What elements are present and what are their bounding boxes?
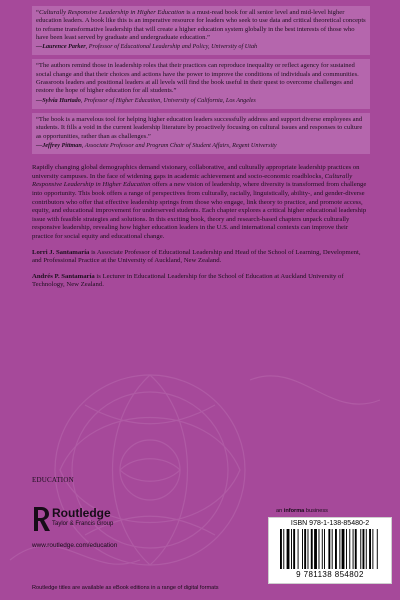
book-description xyxy=(32,164,370,241)
quote-attribution: —Laurence Parker, Professor of Educational Leadership and Policy, University of Utah xyxy=(36,43,258,51)
endorsement-quote-2 xyxy=(32,59,370,108)
barcode-bar xyxy=(287,529,290,569)
quote-attribution: —Jeffrey Pittman, Associate Professor and Program Chair of Student Affairs, Regent University xyxy=(36,141,277,149)
italic-title-text: Culturally Responsive Leadership in Higher Education xyxy=(32,172,353,189)
isbn-number: ISBN 978-1-138-85480-2 xyxy=(290,520,370,527)
publisher-name: Routledge xyxy=(52,506,111,520)
barcode-bar xyxy=(363,529,365,569)
text-run: “The authors remind those in leadership roles that their practices can reproduce inequality or reflect agency for sustained social change and that their choices and actions have the power to improve the conditions of individuals and communities. Grassroots leaders and positional leaders at all levels will find the book useful in their quest to overcome challenges and restore the hope of higher education for all students.” xyxy=(36,62,359,95)
barcode-bar xyxy=(339,529,340,569)
quote-text xyxy=(36,62,366,95)
barcode-bar xyxy=(319,529,320,569)
isbn-barcode-panel xyxy=(268,517,392,584)
barcode-bar xyxy=(349,529,350,569)
barcode-bar xyxy=(369,529,371,569)
barcode-icon xyxy=(280,529,380,569)
text-run: is a must-read book for all senior level and mid-level higher education leaders. A book like this is an imperative resource for leaders who seek to use data and critical theoretical concepts to reframe transformative leadership that will create a higher education system globally in the best interests of those who have been least served by graduate and undergraduate education.” xyxy=(36,9,366,41)
text-run: “ xyxy=(36,9,39,16)
barcode-bar xyxy=(280,529,282,569)
informa-business-label: an informa business xyxy=(276,508,328,514)
ebook-availability-note: Routledge titles are available as eBook editions in a range of digital formats xyxy=(32,585,219,591)
publisher-group: Taylor & Francis Group xyxy=(52,521,114,527)
quote-attribution: —Sylvia Hurtado, Professor of Higher Education, University of California, Los Angeles xyxy=(36,96,256,104)
routledge-r-logo-icon xyxy=(32,505,54,533)
barcode-bar xyxy=(311,529,313,569)
barcode-bar xyxy=(283,529,284,569)
barcode-bar xyxy=(353,529,354,569)
barcode-bar xyxy=(308,529,309,569)
author-bio-1: Lorri J. Santamaría is Associate Professor of Educational Leadership and Head of the School of Learning, Development, and Professional Practice at the University of Auckland, New Zealand. xyxy=(32,248,361,265)
barcode-bar xyxy=(322,529,323,569)
barcode-bar xyxy=(342,529,345,569)
text-run: offers a new vision of leadership, where diversity is transformed from challenge into opportunity. This book offers a range of perspectives from culturally, racially, linguistically, ability-, and gender-diverse contributors who offer that effective leadership springs from those who engage, link theory to practice, and promote access, equity, and educational improvement for underserved students. Each chapter explores a critical higher educational leadership issue with feasible strategies and solutions. In this exciting book, theory and research-based chapters unpack culturally responsive leadership, revealing how higher education leaders in the U.S. and international contexts can improve their practice for social equity and educational change. xyxy=(32,181,367,240)
barcode-bar xyxy=(291,529,292,569)
barcode-bar xyxy=(377,529,378,569)
endorsement-quote-3 xyxy=(32,113,370,154)
barcode-digits: 9 781138 854802 xyxy=(296,570,364,579)
endorsement-quote-1 xyxy=(32,6,370,55)
subject-category: EDUCATION xyxy=(32,476,74,484)
barcode-bar xyxy=(324,529,325,569)
text-run: Rapidly changing global demographics demand visionary, collaborative, and culturally appropriate leadership practices on university campuses. In the face of widening gaps in academic achievement and socio-economic roadblocks, xyxy=(32,164,360,180)
back-cover-content xyxy=(32,6,370,290)
barcode-bar xyxy=(304,529,306,569)
italic-title-text: Culturally Responsive Leadership in Higher Education xyxy=(38,9,185,16)
barcode-bar xyxy=(372,529,373,569)
quote-text xyxy=(36,116,366,141)
author-bio-2: Andrés P. Santamaría is Lecturer in Educational Leadership for the School of Education at Auckland University of Technology, New Zealand. xyxy=(32,272,344,289)
barcode-bar xyxy=(302,529,303,569)
barcode-bar xyxy=(328,529,330,569)
barcode-bar xyxy=(335,529,337,569)
barcode-bar xyxy=(366,529,367,569)
text-run: “The book is a marvelous tool for helping higher education leaders successfully address and support diverse employees and students. It fills a void in the current leadership literature by proactively focusing on cultural issues and responses to culture as opportunities, rather than as challenges.” xyxy=(36,115,363,140)
publisher-logo xyxy=(32,505,172,535)
barcode-bar xyxy=(314,529,317,569)
barcode-bar xyxy=(298,529,299,569)
publisher-website: www.routledge.com/education xyxy=(32,542,118,549)
quote-text xyxy=(36,9,366,42)
barcode-bar xyxy=(293,529,295,569)
barcode-bar xyxy=(360,529,361,569)
barcode-bar xyxy=(332,529,333,569)
barcode-bar xyxy=(355,529,357,569)
barcode-bar xyxy=(346,529,347,569)
